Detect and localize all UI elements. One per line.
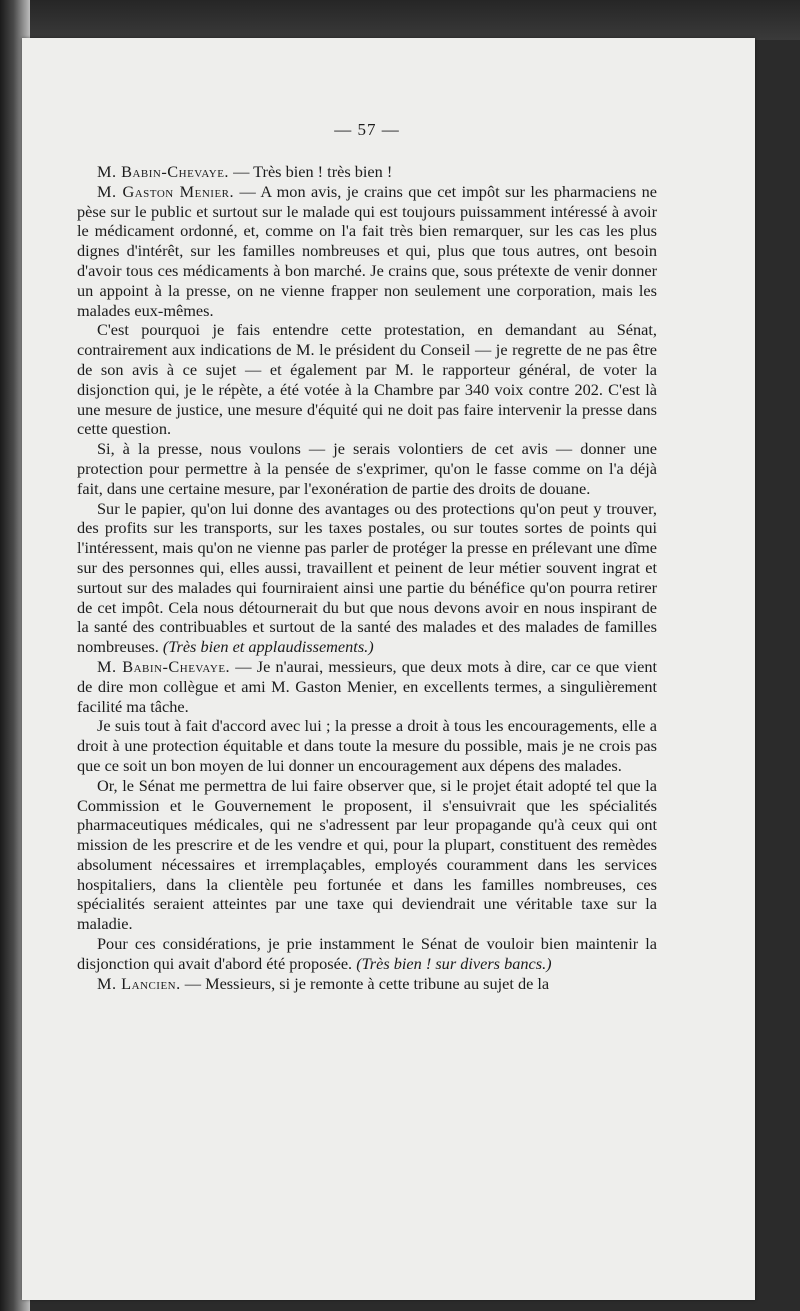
page-number: — 57 — [334, 120, 400, 139]
paragraph [77, 320, 657, 439]
speaker-dash [230, 657, 257, 676]
paragraph [77, 182, 657, 321]
paragraph [77, 934, 657, 974]
paragraph-text: Si, à la presse, nous voulons — je serais volontiers de cet avis — donner une protection pour permettre à la pensée de s'exprimer, qu'on le fasse comme on l'a déjà fait, dans une certaine mesure, par l'exonération de partie des droits de douane. [77, 439, 657, 498]
scan-background-top [0, 0, 800, 40]
page-content [77, 120, 657, 993]
speaker-name: M. Babin-Chevaye. [97, 656, 231, 676]
paragraph [77, 499, 657, 657]
paragraph [77, 974, 657, 994]
paragraph-text: Or, le Sénat me permettra de lui faire observer que, si le projet était adopté tel que la Commission et le Gouvernement le proposent, il s'ensuivrait que les spécialités pharmaceutiques médicales, qui ne s'adressent par leur propagande qu'à ceux qui ont mission de les prescrire et de les vendre et qui, pour la plupart, constituent des remèdes absolument nécessaires et irremplaçables, employés couramment dans les services hospitaliers, dans la clientèle peu fortunée et dans les familles nombreuses, ces spécialités seraient atteintes par une taxe qui deviendrait une véritable taxe sur la maladie. [77, 775, 657, 934]
paragraph-text: Je suis tout à fait d'accord avec lui ; la presse a droit à tous les encouragements, elle a droit à une protection équitable et dans toute la mesure du possible, mais je ne crois pas que ce soit un bon moyen de lui donner un encouragement aux dépens des malades. [77, 716, 657, 775]
speaker-dash [181, 974, 205, 993]
paragraph [77, 716, 657, 775]
paragraph-text: Très bien ! très bien ! [253, 162, 393, 181]
speaker-name: M. Gaston Menier. [97, 181, 235, 201]
stage-direction: (Très bien et applaudissements.) [162, 637, 374, 657]
paragraph-text: Messieurs, si je remonte à cette tribune au sujet de la [205, 973, 550, 993]
speaker-name: M. Babin-Chevaye. [97, 162, 230, 181]
paragraph [77, 162, 657, 182]
speaker-name: M. Lancien. [97, 973, 181, 993]
paragraph-text: Pour ces considérations, je prie instamment le Sénat de vouloir bien maintenir la disjonction qui avait d'abord été proposée. [77, 934, 657, 973]
stage-direction: (Très bien ! sur divers bancs.) [356, 953, 552, 973]
paragraph-text: Sur le papier, qu'on lui donne des avantages ou des protections qu'on peut y trouver, des profits sur les transports, sur les taxes postales, ou sur toutes sortes de points qui l'intéressent, mais qu'on ne vienne pas parler de protéger la presse en prélevant une dîme sur des personnes qui, elles aussi, travaillent et peinent de leur métier souvent ingrat et surtout sur des malades qui fourniraient ainsi une partie du bénéfice qu'on pourra retirer de cet impôt. Cela nous détournerait du but que nous devons avoir en nous inspirant de la santé des contribuables et surtout de la santé des malades et des malades de familles nombreuses. [77, 498, 657, 657]
paragraph [77, 776, 657, 934]
document-page [22, 38, 755, 1300]
paragraph [77, 657, 657, 716]
paragraph-text: C'est pourquoi je fais entendre cette protestation, en demandant au Sénat, contrairement aux indications de M. le président du Conseil — je regrette de ne pas être de son avis à ce sujet — et également par M. le rapporteur général, de voter la disjonction qui, je le répète, a été votée à la Chambre par 340 voix contre 202. C'est là une mesure de justice, une mesure d'équité qui ne doit pas faire intervenir la presse dans cette question. [77, 320, 657, 439]
speaker-dash [229, 162, 253, 181]
paragraph-text: A mon avis, je crains que cet impôt sur les pharmaciens ne pèse sur le public et surtout sur le malade qui est toujours puissamment intéressé à avoir le médicament ordonné, et, comme on l'a fait très bien remarquer, sur les cas les plus dignes d'intérêt, sur les familles nombreuses et qui, plus que tous autres, ont besoin d'avoir tous ces médicaments à bon marché. Je crains que, sous prétexte de venir donner un appoint à la presse, on ne vienne frapper non seulement une corporation, mais les malades eux-mêmes. [77, 181, 657, 320]
paragraph [77, 439, 657, 498]
paragraph-list [77, 162, 657, 993]
paragraph-text: Je n'aurai, messieurs, que deux mots à dire, car ce que vient de dire mon collègue et ami M. Gaston Menier, en excellents termes, a singulièrement facilité ma tâche. [77, 656, 657, 716]
speaker-dash [234, 182, 260, 201]
